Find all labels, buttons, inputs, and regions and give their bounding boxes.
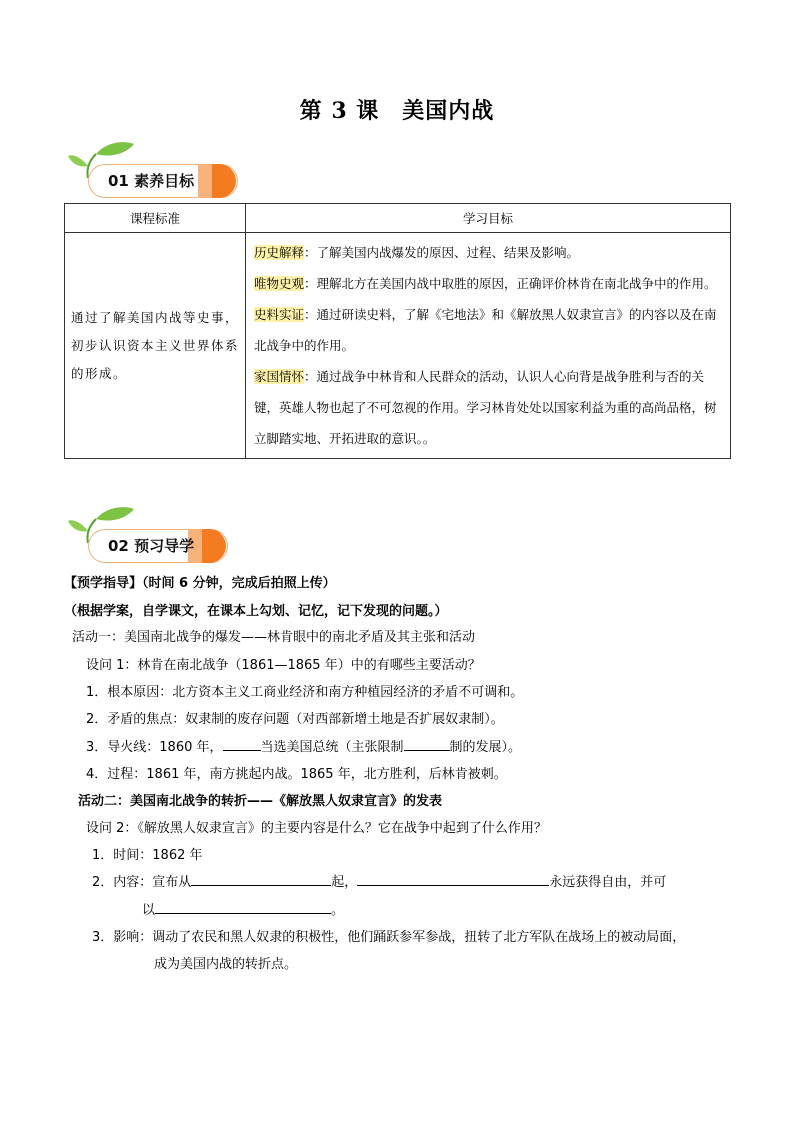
goal-item xyxy=(254,268,722,299)
goal-item xyxy=(254,299,722,361)
goal-tag: 史料实证 xyxy=(254,307,305,322)
objectives-table xyxy=(64,203,731,459)
learning-goals-cell xyxy=(246,233,731,459)
section-label: 02 预习导学 xyxy=(108,537,195,555)
activity1-item3: 3．导火线：1860 年， 当选美国总统（主张限制 制的发展）。 xyxy=(86,736,521,755)
activity2-question: 设问 2：《解放黑人奴隶宣言》的主要内容是什么？它在战争中起到了什么作用？ xyxy=(86,821,547,836)
goal-tag: 唯物史观 xyxy=(254,276,305,291)
activity2-item2-cont: 以 。 xyxy=(142,899,344,918)
course-standard-cell: 通过了解美国内战等史事，初步认识资本主义世界体系的形成。 xyxy=(65,233,246,459)
goal-text: ：理解北方在美国内战中取胜的原因，正确评价林肯在南北战争中的作用。 xyxy=(304,276,717,291)
activity2-item1: 1．时间：1862 年 xyxy=(92,848,203,863)
header-goals: 学习目标 xyxy=(246,204,731,233)
activity1-title: 活动一：美国南北战争的爆发——林肯眼中的南北矛盾及其主张和活动 xyxy=(72,630,476,645)
activity1-item4: 4．过程：1861 年，南方挑起内战。1865 年，北方胜利，后林肯被刺。 xyxy=(86,767,507,782)
goal-tag: 历史解释 xyxy=(254,245,305,260)
section-badge-preview xyxy=(66,505,246,563)
activity2-item3: 3．影响：调动了农民和黑人奴隶的积极性，他们踊跃参军参战，扭转了北方军队在战场上的被动局面， xyxy=(92,930,686,945)
section-badge-objectives xyxy=(66,140,246,198)
goal-text: ：通过研读史料，了解《宅地法》和《解放黑人奴隶宣言》的内容以及在南北战争中的作用。 xyxy=(254,307,717,353)
preview-instruction: （根据学案，自学课文，在课本上勾划、记忆，记下发现的问题。） xyxy=(64,604,448,619)
table-row xyxy=(65,233,731,459)
table-header-row xyxy=(65,204,731,233)
preview-guide: 【预学指导】（时间 6 分钟，完成后拍照上传） xyxy=(64,576,336,591)
goal-item xyxy=(254,361,722,454)
goal-text: ：通过战争中林肯和人民群众的活动，认识人心向背是战争胜利与否的关键，英雄人物也起了不可忽视的作用。学习林肯处处以国家利益为重的高尚品格，树立脚踏实地、开拓进取的意识。。 xyxy=(254,369,717,446)
activity2-title: 活动二：美国南北战争的转折——《解放黑人奴隶宣言》的发表 xyxy=(78,794,443,809)
goal-tag: 家国情怀 xyxy=(254,369,305,384)
activity1-item1: 1．根本原因：北方资本主义工商业经济和南方种植园经济的矛盾不可调和。 xyxy=(86,685,524,700)
fill-blank[interactable] xyxy=(155,899,331,914)
fill-blank[interactable] xyxy=(357,871,549,886)
section-label: 01 素养目标 xyxy=(108,172,195,190)
goal-item xyxy=(254,237,722,268)
fill-blank[interactable] xyxy=(223,736,261,751)
header-standard: 课程标准 xyxy=(65,204,246,233)
activity2-item2: 2．内容：宣布从 起， 永远获得自由，并可 xyxy=(92,871,666,890)
fill-blank[interactable] xyxy=(191,871,331,886)
activity1-item2: 2．矛盾的焦点：奴隶制的废存问题（对西部新增土地是否扩展奴隶制）。 xyxy=(86,712,504,727)
fill-blank[interactable] xyxy=(404,736,450,751)
activity2-item3-cont: 成为美国内战的转折点。 xyxy=(154,957,298,972)
goal-text: ：了解美国内战爆发的原因、过程、结果及影响。 xyxy=(304,245,580,260)
activity1-question: 设问 1：林肯在南北战争（1861—1865 年）中的有哪些主要活动？ xyxy=(86,658,481,673)
page-title: 第 3 课 美国内战 xyxy=(299,98,495,124)
